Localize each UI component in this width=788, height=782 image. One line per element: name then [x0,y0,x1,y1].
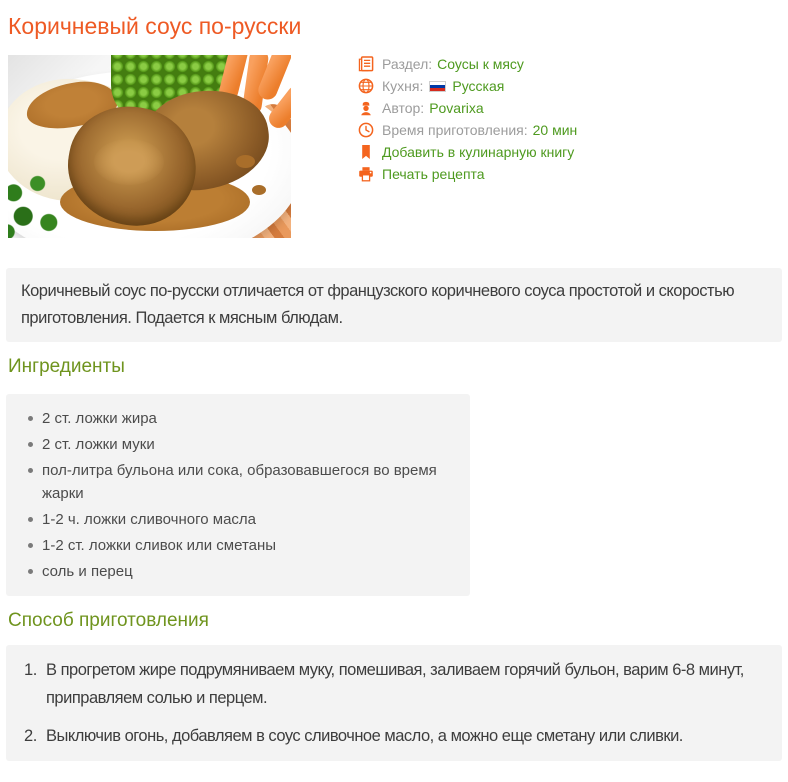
clock-icon [358,122,374,138]
meta-row-print [358,166,577,182]
parsley-decor [8,171,76,238]
meta-row-cuisine [358,78,577,94]
meta-row-add-to-book [358,144,577,160]
author-link[interactable]: Povarixa [429,100,484,116]
chef-icon [358,100,374,116]
method-step: В прогретом жире подрумяниваем муку, помешивая, заливаем горячий бульон, варим 6-8 минут, приправляем солью и перцем. [46,661,744,707]
recipe-photo [8,55,291,238]
method-steps-list [24,656,767,750]
meta-label: Раздел: [382,56,433,72]
meta-label: Время приготовления: [382,122,528,138]
recipe-page [0,12,788,761]
ingredient-item: 1-2 ч. ложки сливочного масла [26,508,456,531]
gravy-drop-decor [236,155,255,168]
recipe-meta [358,55,577,238]
ingredient-item: соль и перец [26,560,456,583]
meta-label: Автор: [382,100,425,116]
meta-label: Кухня: [382,78,424,94]
ingredient-item: 1-2 ст. ложки сливок или сметаны [26,534,456,557]
gravy-drop-decor [252,185,266,195]
ingredients-box [6,394,470,596]
ingredient-item: 2 ст. ложки жира [26,407,456,430]
ingredients-list [26,407,456,583]
method-box [6,645,782,761]
meta-row-author [358,100,577,116]
ingredient-item: пол-литра бульона или сока, образовавшегося во время жарки [26,459,456,505]
meta-row-section [358,56,577,72]
meta-row-time [358,122,577,138]
print-recipe-link[interactable]: Печать рецепта [382,166,485,182]
recipe-header [8,55,780,238]
page-title: Коричневый соус по-русски [8,13,302,39]
cook-time-value: 20 мин [532,122,578,138]
pages-icon [358,56,374,72]
section-link[interactable]: Соусы к мясу [437,56,524,72]
recipe-description: Коричневый соус по-русски отличается от французского коричневого соуса простотой и скоростью приготовления. Подается к мясным блюдам. [21,282,735,327]
globe-icon [358,78,374,94]
russia-flag-icon [429,81,446,92]
description-box [6,268,782,342]
ingredient-item: 2 ст. ложки муки [26,433,456,456]
ingredients-heading: Ингредиенты [8,356,125,377]
method-step: Выключив огонь, добавляем в соус сливочное масло, а можно еще сметану или сливки. [46,727,683,745]
bookmark-icon [358,144,374,160]
gravy-sheen-decor [94,139,164,185]
method-heading: Способ приготовления [8,610,209,631]
add-to-cookbook-link[interactable]: Добавить в кулинарную книгу [382,144,575,160]
printer-icon [358,166,374,182]
cuisine-link[interactable]: Русская [452,78,505,94]
